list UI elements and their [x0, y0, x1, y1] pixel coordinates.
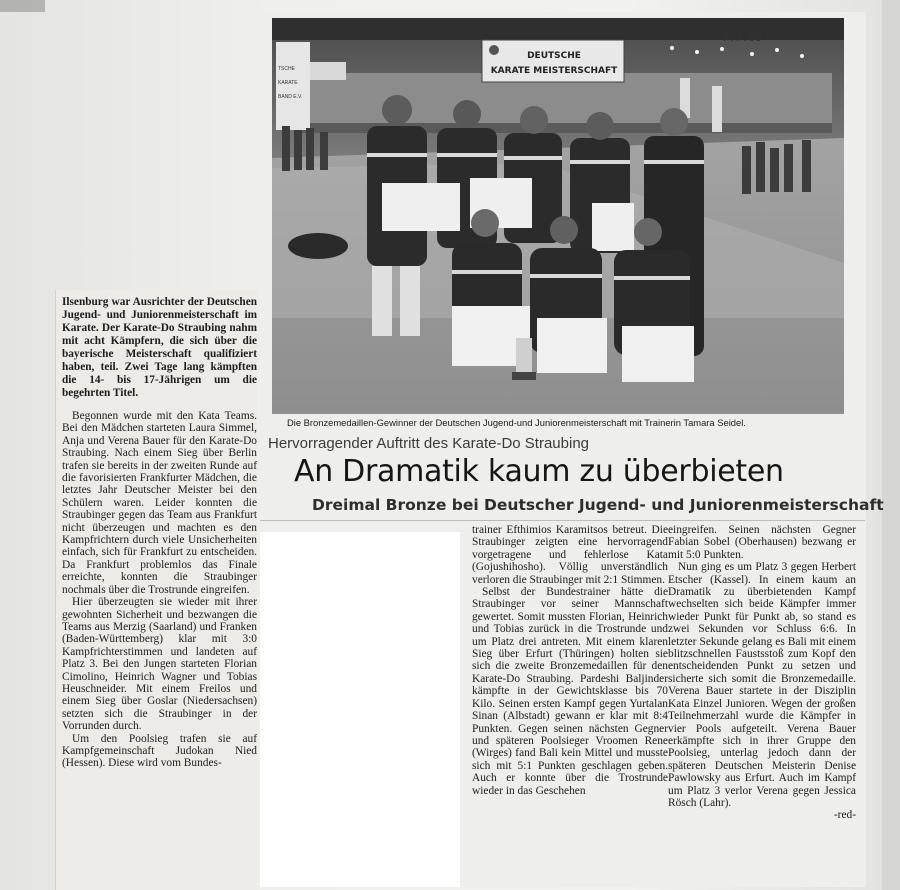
left-sign-text: BAND E.V. [278, 94, 303, 100]
photo-caption: Die Bronzemedaillen-Gewinner der Deutschen Jugend-und Juniorenmeisterschaft mit Trainerin Tamara Seidel. [287, 417, 746, 428]
author-signature: -red- [833, 809, 856, 822]
body-paragraph: trainer Efthimios Karamitsos betreut. Die Straubinger zeigten eine hervorragend vorgetragene und fehlerlose Kata (Gojushihosho). Völlig unverständlich verloren die Straubinger mit 2:1 Stimmen. [472, 524, 668, 586]
divider-rule [260, 520, 865, 521]
team-photo-illustration [272, 18, 844, 414]
headline: An Dramatik kaum zu überbieten [294, 454, 784, 489]
body-paragraph: Selbst der Bundestrainer hätte die Straubinger vor seiner Mannschaft gewertet. Somit mussten Florian, Heinrich und Tobias zurück in die Trostrunde und um Platz drei antreten. Mit einem klaren Sieg über Erfurt (Thüringen) holten sie sich die zweite Bronzemedaillen für den Karate-Do Straubing. Pardeshi Baljinder kämpfte in der Gewichtsklasse bis 70 Kilo. Seinen ersten Kampf gegen Yurtalan Sinan (Albstadt) gewann er klar mit 8:4 Punkten. Gegen seinen nächsten Gegner und späteren Poolsieger Vroomen Rene (Wirges) fand Bali kein Mittel und musste sich mit 5:1 Punkten geschlagen geben. Auch er konnte über die Trostrunde wieder in das Geschehen [472, 586, 668, 797]
banner-line1: DEUTSCHE [527, 51, 581, 61]
scan-edge [882, 0, 900, 890]
scan-corner [0, 0, 45, 12]
handwritten-date: 7.7.08 [722, 31, 762, 44]
kicker-line: Hervorragender Auftritt des Karate-Do Straubing [268, 435, 589, 452]
right-column [668, 524, 856, 822]
subheadline: Dreimal Bronze bei Deutscher Jugend- und Juniorenmeisterschaft [312, 496, 884, 514]
left-column-clipping [55, 290, 257, 890]
intro-paragraph: Ilsenburg war Ausrichter der Deutschen Jugend- und Juniorenmeisterschaft im Karate. Der Karate-Do Straubing nahm mit acht Kämpfern, die sich über die bayerische Meisterschaft qualifiziert haben, teil. Zwei Tage lang kämpften die 14- bis 17-Jährigen um die begehrten Titel. [62, 296, 257, 399]
middle-column [472, 524, 668, 797]
body-paragraph: Hier überzeugten sie wieder mit ihrer gewohnten Sicherheit und bezwangen die Teams aus Merzig (Saarland) und Franken (Baden-Württemberg) klar mit 3:0 Kampfrichterstimmen und landeten auf Platz 3. Bei den Jungen starteten Florian Cimolino, Heinrich Wagner und Tobias Heuschneider. Mit einem Freilos und einem Sieg über Goslar (Niedersachsen) setzten sich die Straubinger in der Vorrunden durch. [62, 596, 257, 733]
banner-line2: KARATE MEISTERSCHAFT [490, 66, 618, 76]
team-photo [272, 18, 844, 414]
body-paragraph: Nun ging es um Platz 3 gegen Herbert Etscher (Kassel). In einem kaum an Dramatik zu überbietenden Kampf wechselten sich beide Kämpfer immer wieder Punkt für Punkt ab, so stand es zwei Sekunden vor Schluss 6:6. In letzter Sekunde gelang es Bali mit einem blitzschnellen Faustsstoß zum Kopf den entscheidenden Punkt zu setzen und sicherte sich somit die Bronzemedaille. Verena Bauer startete in der Disziplin Kata Einzel Junioren. Wegen der großen Teilnehmerzahl wurde die Kämpfer in vier Pools aufgeteilt. Verena Bauer erkämpfte sich in ihrer Gruppe den Poolsieg, unterlag jedoch dann der späteren Deutschen Meisterin Denise Pawlowsky aus Erfurt. Auch im Kampf um Platz 3 verlor Verena gegen Jessica Rösch (Lahr). [668, 561, 856, 809]
body-paragraph: eingreifen. Seinen nächsten Gegner Fabian Sobel (Oberhausen) bezwang er mit 5:0 Punkten. [668, 524, 856, 561]
main-article-clipping [260, 12, 884, 887]
body-paragraph: Begonnen wurde mit den Kata Teams. Bei den Mädchen starteten Laura Simmel, Anja und Verena Bauer für den Karate-Do Straubing. Nach einem Sieg über Berlin trafen sie bereits in der zweiten Runde auf die favorisierten Frankfurter Mädchen, die letztes Jahr Deutscher Meister bei den Schülern waren. Leider konnten die Straubinger gegen das Team aus Frankfurt nicht überzeugen und machten es den Kampfrichtern durch viele Unsicherheiten einfach, sich für Frankfurt zu entscheiden. Da Frankfurt problemlos das Finale erreichte, konnten die Straubinger nochmals über die Trostrunde eingreifen. [62, 410, 257, 596]
body-paragraph: Um den Poolsieg trafen sie auf Kampfgemeinschaft Judokan Nied (Hessen). Diese wird vom Bundes- [62, 732, 257, 770]
left-sign-text: TSCHE [278, 66, 295, 72]
left-sign-text: KARATE [278, 80, 298, 86]
blank-area [260, 532, 460, 887]
